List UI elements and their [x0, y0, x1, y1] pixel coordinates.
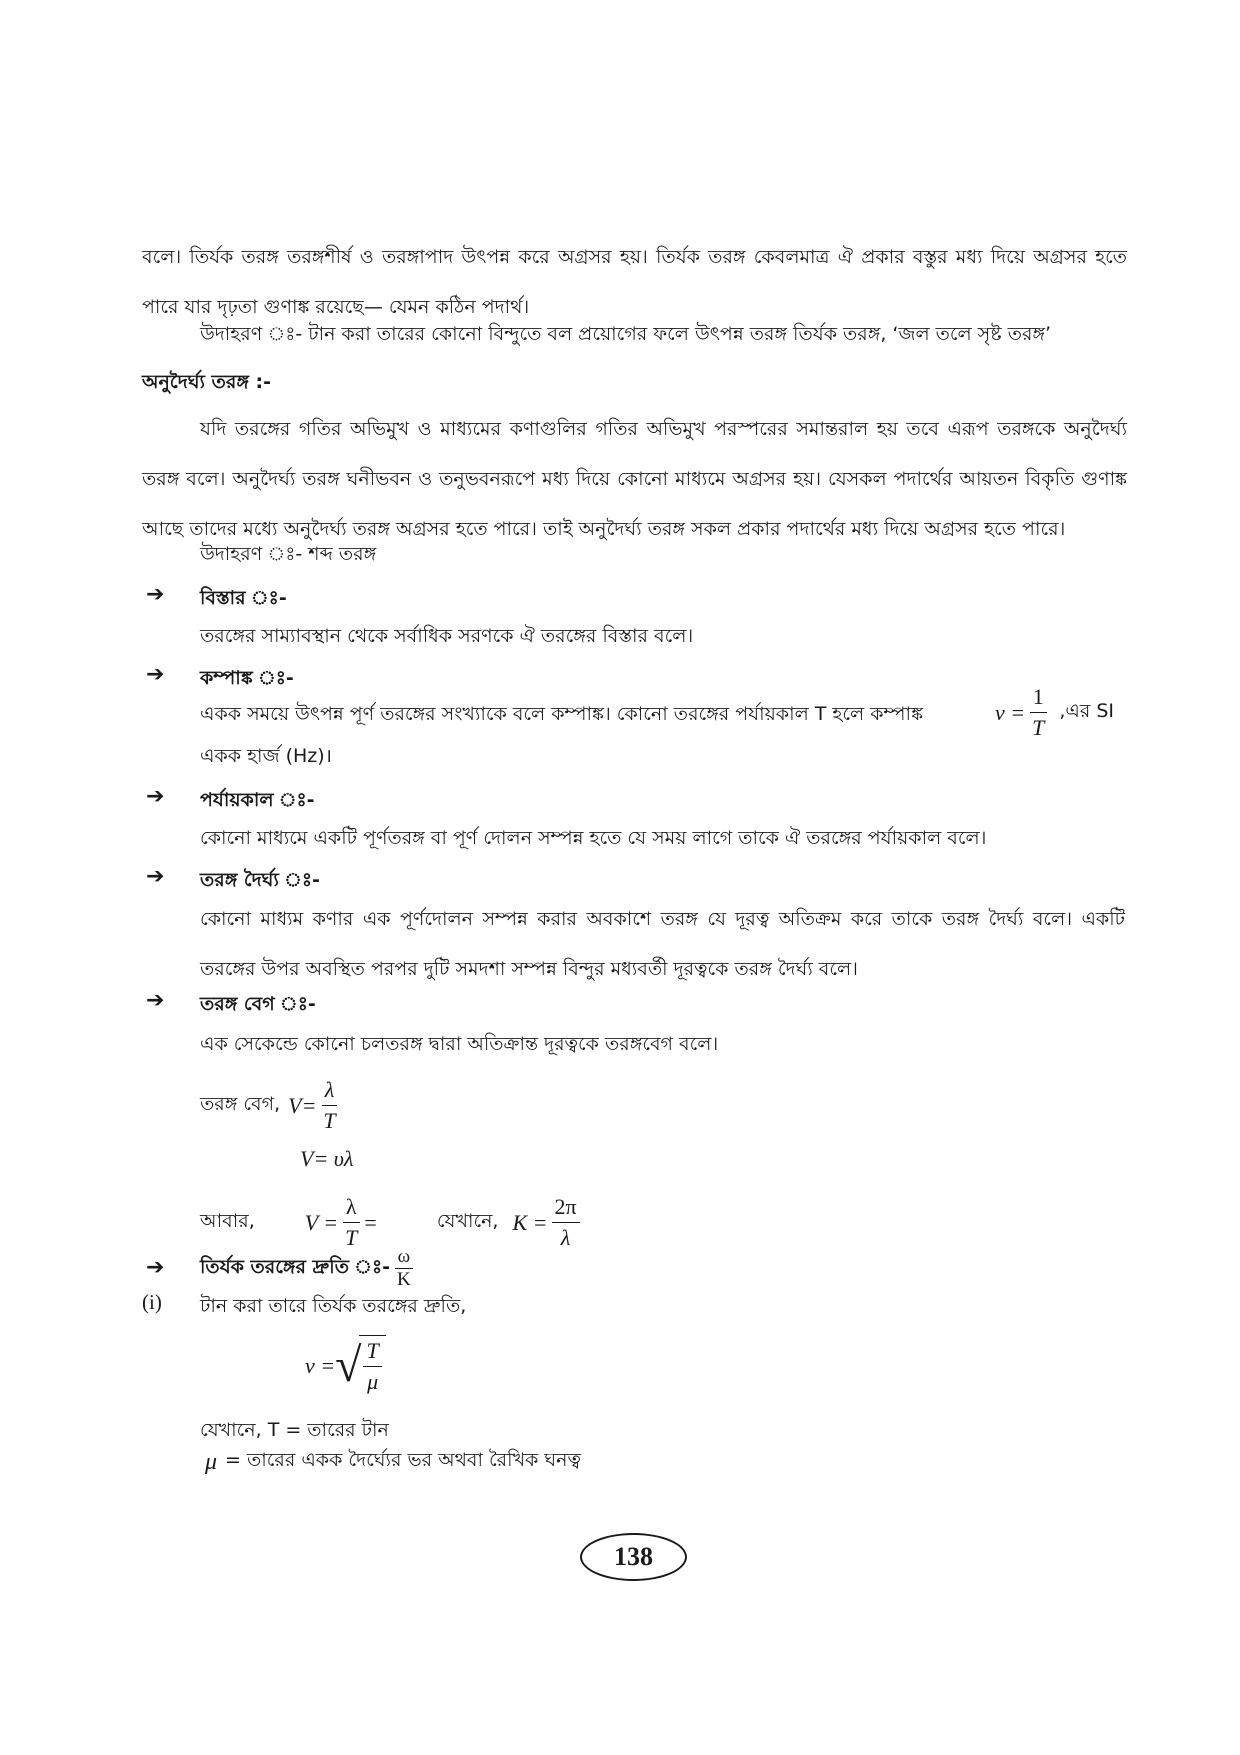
amplitude-definition: তরঙ্গের সাম্যাবস্থান থেকে সর্বাধিক সরণকে ঐ তরঙ্গের বিস্তার বলে। [200, 625, 694, 647]
heading-transverse-speed: তির্যক তরঙ্গের দ্রুতি ঃ- [200, 1255, 391, 1278]
frequency-unit: একক হার্জ (Hz)। [200, 745, 332, 767]
heading-wavelength: তরঙ্গ দৈর্ঘ্য ঃ- [200, 869, 320, 891]
tension-numerator: T [363, 1336, 381, 1367]
heading-frequency: কম্পাঙ্ক ঃ- [200, 667, 294, 689]
arrow-icon: ➔ [146, 582, 165, 607]
omega-numerator: ω [395, 1246, 414, 1269]
omega-over-k-fraction [394, 1246, 414, 1291]
mu-definition [205, 1446, 581, 1478]
arrow-icon: ➔ [146, 784, 165, 809]
heading-period: পর্যায়কাল ঃ- [200, 789, 315, 811]
velocity-label: তরঙ্গ বেগ, [200, 1092, 281, 1115]
frequency-formula [995, 682, 1114, 743]
page-number: 138 [580, 1533, 687, 1581]
radical-sign-icon: √ [335, 1339, 362, 1392]
velocity-formula-1-numerator: λ [322, 1075, 338, 1106]
velocity-formula-1 [200, 1075, 343, 1136]
wavelength-definition: কোনো মাধ্যম কণার এক পূর্ণদোলন সম্পন্ন করার অবকাশে তরঙ্গ যে দূরত্ব অতিক্রম করে তাকে তরঙ্গ দৈর্ঘ্য বলে। একটি তরঙ্গের উপর অবস্থিত পরপর দুটি সমদশা সম্পন্ন বিন্দুর মধ্যবর্তী দূরত্বকে তরঙ্গ দৈর্ঘ্য বলে। [200, 908, 1125, 980]
item-marker: (i) [142, 1290, 162, 1314]
mu-definition-text: = তারের একক দৈর্ঘ্যের ভর অথবা রৈখিক ঘনত্ব [225, 1449, 581, 1471]
wave-number-numerator: 2π [552, 1192, 580, 1223]
velocity-formula-2: V= υλ [300, 1146, 354, 1171]
heading-velocity: তরঙ্গ বেগ ঃ- [200, 993, 316, 1015]
frequency-definition [200, 700, 923, 732]
paragraph-longitudinal: যদি তরঙ্গের গতির অভিমুখ ও মাধ্যমের কণাগুলির গতির অভিমুখ পরস্পরের সমান্তরাল হয় তবে এরূপ তরঙ্গকে অনুদৈর্ঘ্য তরঙ্গ বলে। অনুদৈর্ঘ্য তরঙ্গ ঘনীভবন ও তনুভবনরূপে মধ্য দিয়ে কোনো মাধ্যমে অগ্রসর হয়। যেসকল পদার্থের আয়তন বিকৃতি গুণাঙ্ক আছে তাদের মধ্যে অনুদৈর্ঘ্য তরঙ্গ অগ্রসর হতে পারে। তাই অনুদৈর্ঘ্য তরঙ্গ সকল প্রকার পদার্থের মধ্য দিয়ে অগ্রসর হতে পারে। [142, 418, 1127, 540]
square-root [335, 1335, 386, 1397]
mu-symbol: μ [205, 1448, 218, 1475]
frequency-formula-lhs: ν = [995, 699, 1026, 725]
velocity-formula-1-denominator: T [323, 1108, 336, 1133]
velocity-formula-1-fraction [320, 1075, 338, 1136]
velocity-formula-3-denominator: T [345, 1225, 358, 1250]
arrow-icon: ➔ [146, 988, 165, 1013]
tension-definition: যেখানে, T = তারের টান [200, 1419, 389, 1441]
velocity-formula-3-numerator: λ [343, 1192, 360, 1223]
frequency-si-text: ,এর SI [1059, 699, 1115, 722]
wave-number-denominator: λ [560, 1225, 571, 1250]
frequency-fraction-numerator: 1 [1030, 682, 1047, 713]
transverse-speed-formula [305, 1335, 386, 1397]
transverse-speed-lhs: v = [305, 1353, 336, 1378]
heading-amplitude: বিস্তার ঃ- [200, 587, 287, 609]
arrow-icon: ➔ [146, 864, 165, 889]
example-transverse: উদাহরণ ঃ- টান করা তারের কোনো বিন্দুতে বল প্রয়োগের ফলে উৎপন্ন তরঙ্গ তির্যক তরঙ্গ, ‘জল তলে সৃষ্ট তরঙ্গ’ [200, 323, 1052, 345]
velocity-formula-3-equals: = [364, 1209, 377, 1235]
example-longitudinal: উদাহরণ ঃ- শব্দ তরঙ্গ [200, 543, 377, 565]
transverse-speed-heading [200, 1246, 418, 1291]
velocity-definition: এক সেকেন্ডে কোনো চলতরঙ্গ দ্বারা অতিক্রান্ত দূরত্বকে তরঙ্গবেগ বলে। [200, 1033, 719, 1055]
frequency-fraction [1029, 682, 1047, 743]
frequency-text: একক সময়ে উৎপন্ন পূর্ণ তরঙ্গের সংখ্যাকে বলে কম্পাঙ্ক। কোনো তরঙ্গের পর্যায়কাল T হলে কম্পাঙ্ক [200, 703, 923, 725]
arrow-icon: ➔ [146, 662, 165, 687]
wave-number-fraction [552, 1192, 580, 1253]
mu-denominator: μ [367, 1369, 379, 1394]
velocity-formula-3 [200, 1192, 584, 1253]
wave-number-lhs: K = [512, 1209, 548, 1235]
tension-over-mu-fraction [359, 1335, 385, 1397]
arrow-icon: ➔ [146, 1255, 165, 1280]
frequency-fraction-denominator: T [1032, 715, 1045, 740]
also-label: আবার, [200, 1209, 255, 1232]
where-label: যেখানে, [436, 1209, 499, 1232]
paragraph-transverse-end: বলে। তির্যক তরঙ্গ তরঙ্গশীর্ষ ও তরঙ্গাপাদ উৎপন্ন করে অগ্রসর হয়। তির্যক তরঙ্গ কেবলমাত্র ঐ প্রকার বস্তুর মধ্য দিয়ে অগ্রসর হতে পারে যার দৃঢ়তা গুণাঙ্ক রয়েছে— যেমন কঠিন পদার্থ। [142, 246, 1127, 318]
transverse-speed-item: টান করা তারে তির্যক তরঙ্গের দ্রুতি, [200, 1295, 467, 1317]
heading-longitudinal: অনুদৈর্ঘ্য তরঙ্গ :- [142, 371, 272, 393]
k-denominator: K [397, 1269, 411, 1290]
velocity-formula-3-lhs: V = [304, 1209, 339, 1235]
velocity-formula-3-fraction [342, 1192, 360, 1253]
period-definition: কোনো মাধ্যমে একটি পূর্ণতরঙ্গ বা পূর্ণ দোলন সম্পন্ন হতে যে সময় লাগে তাকে ঐ তরঙ্গের পর্যায়কাল বলে। [200, 827, 987, 849]
velocity-formula-1-lhs: V= [288, 1092, 317, 1118]
